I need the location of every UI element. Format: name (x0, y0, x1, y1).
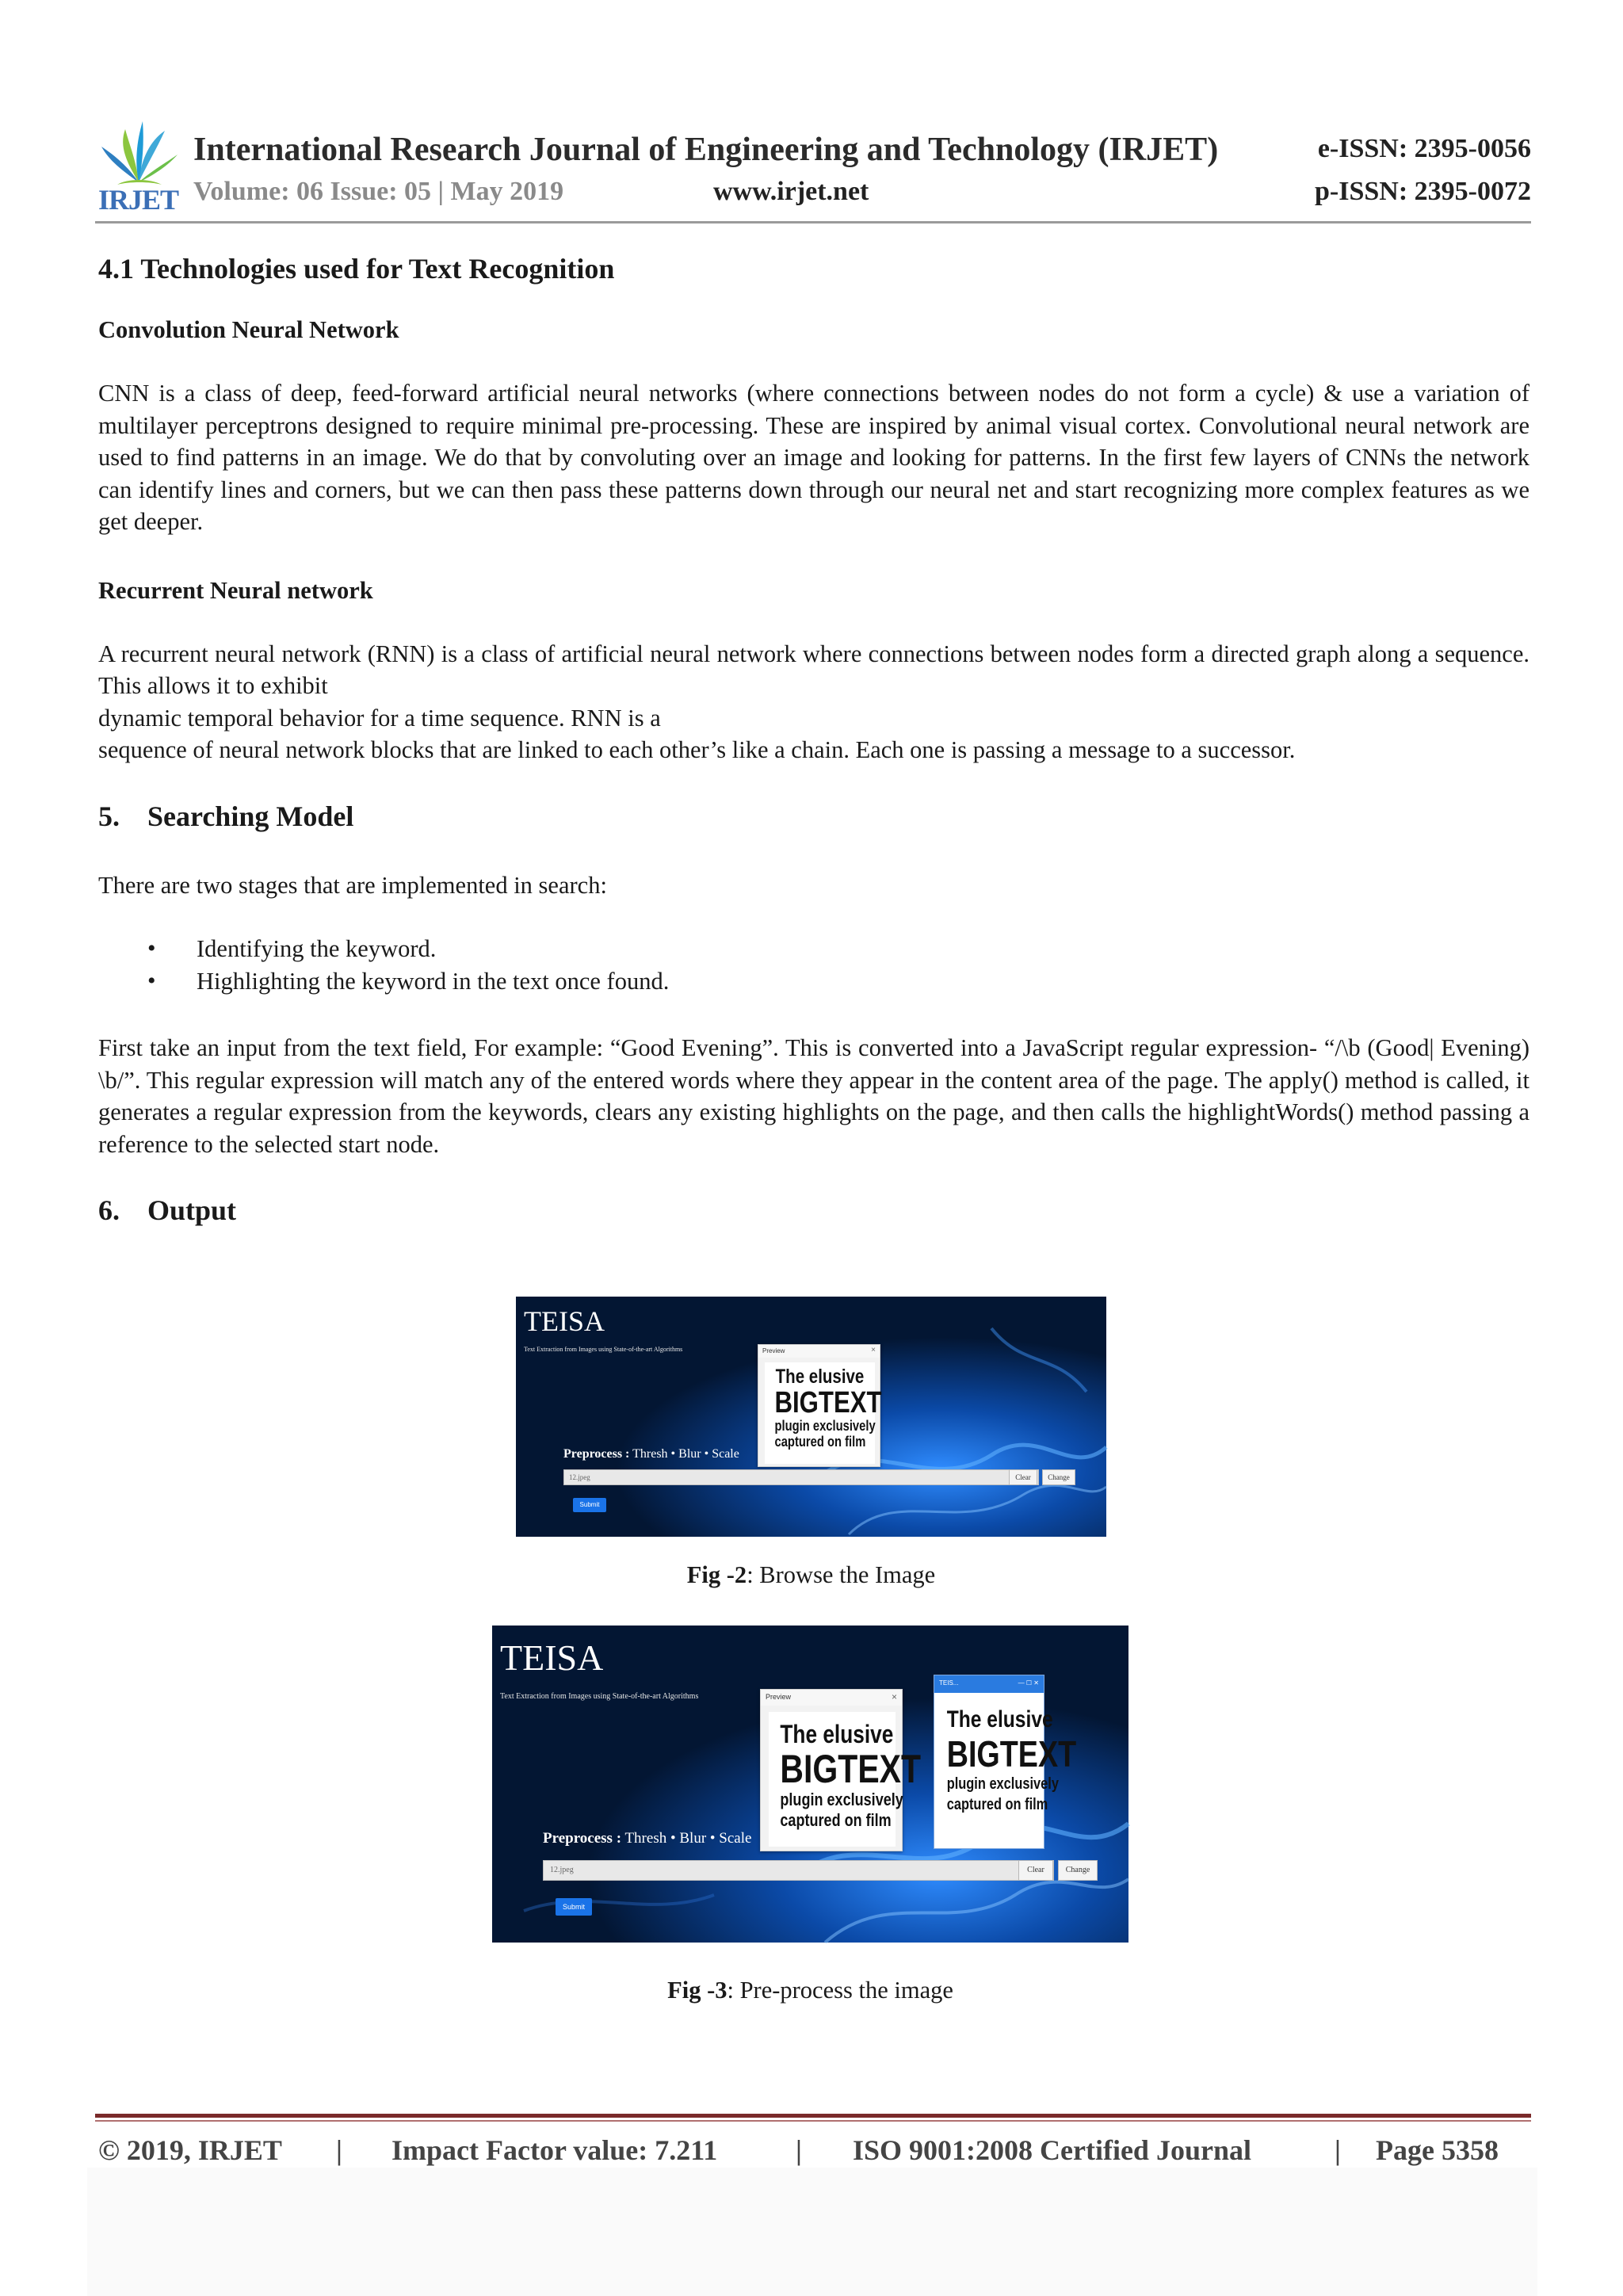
window-controls-icon[interactable]: — ☐ ✕ (1018, 1679, 1039, 1687)
change-button[interactable]: Change (1058, 1860, 1098, 1881)
footer-divider-thin (95, 2120, 1531, 2122)
bigtext-line-2: BIGTEXT (774, 1386, 882, 1419)
section-4-1-title: 4.1 Technologies used for Text Recognition (98, 253, 615, 285)
preview-popup (760, 1689, 922, 1851)
preview-popup (758, 1344, 880, 1467)
figure-3-screenshot (492, 1626, 1128, 1943)
footer-background (87, 2168, 1537, 2296)
clear-button[interactable]: Clear (1009, 1469, 1037, 1485)
search-paragraph: First take an input from the text field, For example: “Good Evening”. This is converted into a JavaScript regular expression- “/\b (Good| Evening) \b/”. This regular expression will match any of the entered words where they appear in the content area of the page. The apply() method is called, it generates a regular expression from the keywords, clears any existing highlights on the page, and then calls the highlightWords() method passing a reference to the selected start node. (98, 1034, 1529, 1158)
cnn-heading: Convolution Neural Network (98, 316, 399, 343)
preprocess-options (543, 1830, 751, 1847)
preprocess-label: Preprocess : (543, 1830, 622, 1847)
bigtext-line-4: captured on film (780, 1810, 892, 1830)
article-body (98, 246, 1529, 1228)
figure-2-label: Fig -2 (686, 1561, 747, 1588)
processed-bigtext-image (938, 1698, 1077, 1845)
preprocess-label: Preprocess : (563, 1447, 630, 1461)
section-5-number: 5. (98, 800, 120, 832)
bigtext-image (769, 1712, 922, 1847)
search-intro: There are two stages that are implemented in search: (98, 871, 607, 899)
section-5-label: Searching Model (147, 800, 354, 832)
file-path-input[interactable]: 12.jpeg (543, 1860, 1054, 1881)
bigtext-line-1: The elusive (780, 1720, 894, 1748)
section-5-title (98, 798, 1529, 835)
rnn-paragraph-line3: sequence of neural network blocks that are linked to each other’s like a chain. Each one is passing a message to a successor. (98, 736, 1296, 763)
bigtext-line-4: captured on film (946, 1796, 1048, 1813)
figure-3-label: Fig -3 (667, 1977, 727, 2004)
rnn-heading: Recurrent Neural network (98, 576, 373, 604)
footer-separator: | (1335, 2134, 1341, 2166)
file-path-input[interactable]: 12.jpeg (563, 1469, 1039, 1485)
journal-title: International Research Journal of Engineering and Technology (IRJET) (193, 132, 1219, 168)
e-issn: e-ISSN: 2395-0056 (1317, 134, 1531, 163)
bigtext-line-1: The elusive (946, 1706, 1053, 1733)
bigtext-line-4: captured on film (774, 1434, 866, 1450)
app-title: TEISA (500, 1637, 604, 1678)
preview-label: Preview (758, 1345, 880, 1358)
app-title: TEISA (524, 1305, 605, 1337)
section-6-label: Output (147, 1194, 237, 1226)
section-6-title (98, 1192, 1529, 1228)
page-header (95, 115, 1531, 222)
bigtext-line-1: The elusive (775, 1366, 865, 1388)
window-titlebar (934, 1675, 1044, 1693)
footer-impact-factor: Impact Factor value: 7.211 (391, 2134, 718, 2166)
footer-divider (95, 2114, 1531, 2118)
close-icon[interactable]: × (871, 1346, 876, 1354)
processed-image-window (934, 1675, 1077, 1849)
bigtext-line-3: plugin exclusively (780, 1790, 903, 1809)
close-icon[interactable]: × (891, 1691, 897, 1702)
footer-iso: ISO 9001:2008 Certified Journal (853, 2134, 1251, 2166)
journal-website-link[interactable]: www.irjet.net (713, 177, 869, 206)
search-stages-list (98, 933, 1529, 997)
app-subtitle: Text Extraction from Images using State-of-the-art Algorithms (500, 1692, 699, 1701)
submit-button[interactable]: Submit (556, 1898, 592, 1916)
footer-separator: | (336, 2134, 342, 2166)
app-subtitle: Text Extraction from Images using State-of-the-art Algorithms (524, 1346, 683, 1353)
clear-button[interactable]: Clear (1018, 1860, 1053, 1881)
figure-3-caption-text: : Pre-process the image (727, 1977, 953, 2004)
bigtext-line-3: plugin exclusively (946, 1775, 1059, 1793)
preview-label: Preview (761, 1690, 902, 1706)
footer-separator: | (796, 2134, 802, 2166)
header-divider (95, 221, 1531, 223)
figure-2-caption (516, 1561, 1106, 1589)
bigtext-line-3: plugin exclusively (774, 1418, 876, 1434)
preprocess-list: Thresh • Blur • Scale (632, 1447, 739, 1461)
change-button[interactable]: Change (1042, 1469, 1075, 1485)
p-issn: p-ISSN: 2395-0072 (1315, 177, 1531, 206)
figure-3-caption (492, 1977, 1128, 2004)
list-item: • Highlighting the keyword in the text once found. (147, 965, 1529, 998)
bigtext-line-2: BIGTEXT (780, 1747, 922, 1791)
rnn-paragraph-line2: dynamic temporal behavior for a time sequence. RNN is a (98, 704, 661, 732)
bigtext-image (765, 1362, 882, 1464)
cnn-paragraph: CNN is a class of deep, feed-forward artificial neural networks (where connections between nodes do not form a cycle) & use a variation of multilayer perceptrons designed to require minimal pre-processing. These are inspired by animal visual cortex. Convolutional neural network are used to find patterns in an image. We do that by convoluting over an image and looking for patterns. In the first few layers of CNNs the network can identify lines and corners, but we can then pass these patterns down through our neural net and start recognizing more complex features as we get deeper. (98, 380, 1529, 535)
volume-issue: Volume: 06 Issue: 05 | May 2019 (193, 177, 564, 206)
bigtext-line-2: BIGTEXT (946, 1733, 1077, 1775)
logo-text: IRJET (98, 184, 179, 216)
window-title: TEIS... (939, 1679, 959, 1687)
figure-2-caption-text: : Browse the Image (747, 1561, 936, 1588)
rnn-paragraph-line1: A recurrent neural network (RNN) is a class of artificial neural network where connections between nodes form a directed graph along a sequence. This allows it to exhibit (98, 640, 1529, 699)
preprocess-options (563, 1447, 739, 1461)
list-item: • Identifying the keyword. (147, 933, 1529, 965)
submit-button[interactable]: Submit (573, 1498, 606, 1512)
footer-copyright: © 2019, IRJET (98, 2134, 282, 2166)
figure-2-screenshot (516, 1297, 1106, 1537)
section-6-number: 6. (98, 1194, 120, 1226)
footer-page-number: Page 5358 (1376, 2134, 1499, 2166)
preprocess-list: Thresh • Blur • Scale (624, 1830, 752, 1847)
